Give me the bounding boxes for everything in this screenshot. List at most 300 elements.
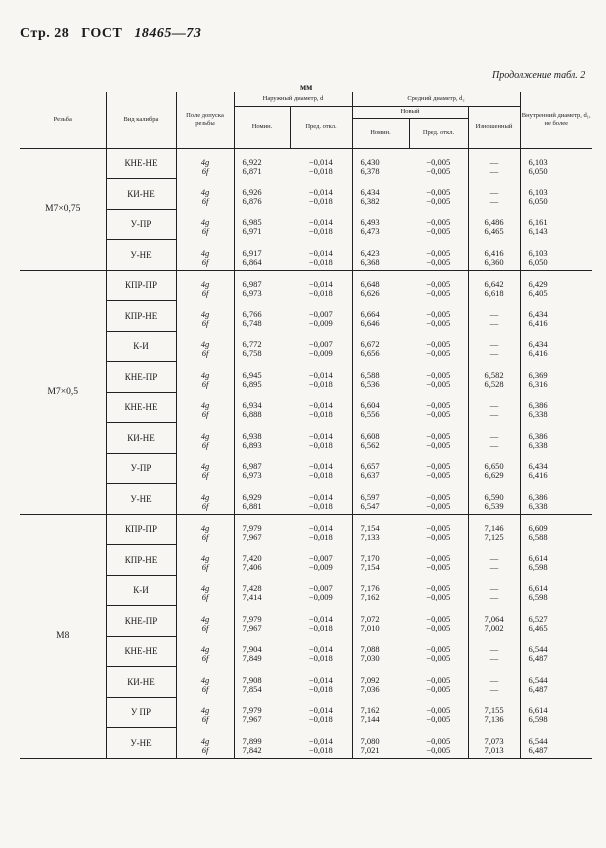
cell-value: 6,895 <box>242 378 262 389</box>
cell-value: −0,005 <box>426 439 451 450</box>
cell-value: 6,657 <box>360 461 380 471</box>
inner-cell <box>520 514 592 545</box>
cell-value: −0,005 <box>426 531 451 542</box>
cell-value: 7,088 <box>360 644 380 654</box>
col-outer-diameter: Наружный диаметр, d <box>234 92 352 106</box>
outer-dev-cell <box>290 453 352 484</box>
table-row <box>20 545 592 576</box>
inner-cell <box>520 545 592 576</box>
continuation-label: Продолжение табл. 2 <box>492 70 586 81</box>
outer-dev-cell <box>290 636 352 667</box>
cell-value: −0,009 <box>308 317 333 328</box>
table-row <box>20 636 592 667</box>
cell-value: 6,143 <box>528 226 548 236</box>
pitch-nom-cell <box>352 728 409 759</box>
cell-value: 7,002 <box>484 622 504 633</box>
cell-value: 6,486 <box>484 217 504 227</box>
cell-value: −0,014 <box>308 400 333 410</box>
pitch-nom-cell <box>352 392 409 423</box>
cell-value: — <box>489 674 499 685</box>
cell-value: −0,005 <box>426 339 451 349</box>
cell-value: 7,967 <box>242 531 262 542</box>
cell-value: 6,588 <box>528 531 548 542</box>
cell-value: 6,382 <box>360 195 380 206</box>
cell-value: 7,904 <box>242 644 262 654</box>
gauge-type-cell: КИ-НЕ <box>106 179 176 210</box>
cell-value: 6,871 <box>242 165 262 176</box>
cell-value: — <box>489 552 499 563</box>
cell-value: 7,154 <box>360 522 380 533</box>
outer-nom-cell <box>234 179 290 210</box>
table-row <box>20 362 592 393</box>
outer-nom-cell <box>234 728 290 759</box>
cell-value: — <box>489 348 499 358</box>
thread-gauge-table <box>20 92 592 759</box>
cell-value: 6,493 <box>360 217 380 227</box>
standard-number: 18465—73 <box>134 26 202 41</box>
page-number: Стр. 28 <box>20 26 70 41</box>
cell-value: 6f <box>201 226 209 236</box>
cell-value: 4g <box>200 613 210 624</box>
worn-cell <box>468 240 520 271</box>
cell-value: 6,772 <box>242 339 262 349</box>
cell-value: 4g <box>200 308 210 319</box>
pitch-nom-cell <box>352 545 409 576</box>
cell-value: 6,646 <box>360 317 380 328</box>
cell-value: −0,005 <box>426 247 451 258</box>
cell-value: 6,416 <box>484 247 504 258</box>
cell-value: −0,005 <box>426 470 451 480</box>
cell-value: 7,899 <box>242 735 262 746</box>
cell-value: 7,021 <box>360 744 380 755</box>
cell-value: 6,368 <box>360 256 380 267</box>
cell-value: −0,005 <box>426 317 451 328</box>
inner-cell <box>520 362 592 393</box>
cell-value: 6,539 <box>484 500 504 511</box>
cell-value: 7,176 <box>360 583 380 593</box>
outer-nom-cell <box>234 575 290 606</box>
inner-cell <box>520 270 592 301</box>
outer-nom-cell <box>234 667 290 698</box>
cell-value: −0,005 <box>426 500 451 511</box>
cell-value: 7,908 <box>242 674 262 685</box>
cell-value: 6f <box>201 592 209 602</box>
cell-value: −0,005 <box>426 430 451 441</box>
inner-cell <box>520 484 592 515</box>
cell-value: 6,642 <box>484 278 504 289</box>
cell-value: 7,854 <box>242 683 262 694</box>
col-outer-dev: Пред. откл. <box>290 106 352 148</box>
cell-value: 6,473 <box>360 226 380 236</box>
cell-value: 6,338 <box>528 439 548 450</box>
cell-value: 6,416 <box>528 470 548 480</box>
cell-value: 6,876 <box>242 195 262 206</box>
gauge-type-cell: КПР-НЕ <box>106 545 176 576</box>
cell-value: −0,005 <box>426 622 451 633</box>
worn-cell <box>468 331 520 362</box>
cell-value: 6,604 <box>360 400 380 410</box>
cell-value: — <box>489 592 499 602</box>
cell-value: 6,664 <box>360 308 380 319</box>
pitch-dev-cell <box>409 392 468 423</box>
cell-value: −0,005 <box>426 705 451 715</box>
cell-value: 6,934 <box>242 400 262 410</box>
outer-dev-cell <box>290 392 352 423</box>
cell-value: −0,005 <box>426 287 451 298</box>
outer-dev-cell <box>290 362 352 393</box>
col-tolerance: Поле допуска резьбы <box>176 92 234 148</box>
cell-value: — <box>489 165 499 176</box>
outer-dev-cell <box>290 148 352 179</box>
cell-value: 7,144 <box>360 714 380 724</box>
cell-value: 6,544 <box>528 644 548 654</box>
cell-value: 6,971 <box>242 226 262 236</box>
cell-value: 6,050 <box>528 256 548 267</box>
pitch-nom-cell <box>352 667 409 698</box>
cell-value: −0,014 <box>308 186 333 197</box>
table-row <box>20 209 592 240</box>
cell-value: 7,170 <box>360 552 380 563</box>
col-worn: Изношенный <box>468 106 520 148</box>
cell-value: 7,125 <box>484 531 504 542</box>
cell-value: 6,465 <box>484 226 504 236</box>
cell-value: 6,608 <box>360 430 380 441</box>
gauge-type-cell: КНЕ-НЕ <box>106 148 176 179</box>
cell-value: −0,018 <box>308 378 333 389</box>
worn-cell <box>468 270 520 301</box>
worn-cell <box>468 667 520 698</box>
cell-value: −0,005 <box>426 714 451 724</box>
tolerance-cell <box>176 514 234 545</box>
cell-value: — <box>489 583 499 593</box>
cell-value: 6,598 <box>528 592 548 602</box>
cell-value: 6f <box>201 500 209 511</box>
pitch-nom-cell <box>352 606 409 637</box>
cell-value: 6,378 <box>360 165 380 176</box>
worn-cell <box>468 545 520 576</box>
outer-nom-cell <box>234 606 290 637</box>
tolerance-cell <box>176 392 234 423</box>
cell-value: −0,014 <box>308 247 333 258</box>
tolerance-cell <box>176 453 234 484</box>
cell-value: 7,428 <box>242 583 262 593</box>
table-row <box>20 423 592 454</box>
pitch-dev-cell <box>409 575 468 606</box>
cell-value: 7,849 <box>242 653 262 663</box>
cell-value: 4g <box>200 247 210 258</box>
cell-value: −0,005 <box>426 256 451 267</box>
col-pitch-diameter: Средний диаметр, d₂ <box>352 92 520 106</box>
pitch-nom-cell <box>352 148 409 179</box>
cell-value: 7,133 <box>360 531 380 542</box>
cell-value: 6,614 <box>528 552 548 563</box>
cell-value: 7,013 <box>484 744 504 755</box>
gauge-type-cell: КПР-ПР <box>106 270 176 301</box>
cell-value: −0,014 <box>308 430 333 441</box>
cell-value: 6,588 <box>360 369 380 380</box>
cell-value: 6,562 <box>360 439 380 450</box>
gauge-type-cell: КПР-ПР <box>106 514 176 545</box>
pitch-nom-cell <box>352 453 409 484</box>
tolerance-cell <box>176 575 234 606</box>
cell-value: 6,648 <box>360 278 380 289</box>
pitch-nom-cell <box>352 423 409 454</box>
inner-cell <box>520 575 592 606</box>
cell-value: −0,018 <box>308 439 333 450</box>
worn-cell <box>468 392 520 423</box>
cell-value: −0,014 <box>308 522 333 533</box>
pitch-dev-cell <box>409 484 468 515</box>
tolerance-cell <box>176 484 234 515</box>
gauge-type-cell: У-НЕ <box>106 240 176 271</box>
cell-value: −0,014 <box>308 705 333 715</box>
cell-value: 6,637 <box>360 470 380 480</box>
cell-value: 7,036 <box>360 683 380 694</box>
cell-value: 7,979 <box>242 522 262 533</box>
tolerance-cell <box>176 636 234 667</box>
cell-value: 6,987 <box>242 278 262 289</box>
worn-cell <box>468 606 520 637</box>
tolerance-cell <box>176 331 234 362</box>
worn-cell <box>468 575 520 606</box>
worn-cell <box>468 209 520 240</box>
cell-value: −0,005 <box>426 369 451 380</box>
cell-value: 4g <box>200 674 210 685</box>
cell-value: −0,014 <box>308 735 333 746</box>
cell-value: 6,938 <box>242 430 262 441</box>
cell-value: 6,416 <box>528 317 548 328</box>
table-row <box>20 179 592 210</box>
tolerance-cell <box>176 270 234 301</box>
cell-value: 6,556 <box>360 409 380 419</box>
pitch-dev-cell <box>409 453 468 484</box>
cell-value: 6,598 <box>528 714 548 724</box>
tolerance-cell <box>176 179 234 210</box>
cell-value: −0,018 <box>308 714 333 724</box>
cell-value: 6,434 <box>528 339 548 349</box>
outer-dev-cell <box>290 331 352 362</box>
worn-cell <box>468 148 520 179</box>
table-row <box>20 270 592 301</box>
outer-nom-cell <box>234 148 290 179</box>
cell-value: −0,005 <box>426 409 451 419</box>
cell-value: 6,430 <box>360 156 380 167</box>
cell-value: 6,338 <box>528 409 548 419</box>
cell-value: 6,487 <box>528 683 548 694</box>
outer-nom-cell <box>234 392 290 423</box>
inner-cell <box>520 301 592 332</box>
cell-value: 6,528 <box>484 378 504 389</box>
outer-nom-cell <box>234 362 290 393</box>
gauge-type-cell: КИ-НЕ <box>106 667 176 698</box>
cell-value: 6,922 <box>242 156 262 167</box>
table-row <box>20 240 592 271</box>
cell-value: 7,072 <box>360 613 380 624</box>
cell-value: −0,018 <box>308 256 333 267</box>
thread-cell: М7×0,5 <box>20 270 106 514</box>
pitch-dev-cell <box>409 423 468 454</box>
pitch-dev-cell <box>409 179 468 210</box>
cell-value: 7,136 <box>484 714 504 724</box>
pitch-nom-cell <box>352 514 409 545</box>
cell-value: −0,014 <box>308 217 333 227</box>
gauge-type-cell: У-НЕ <box>106 484 176 515</box>
cell-value: 7,010 <box>360 622 380 633</box>
gauge-type-cell: КИ-НЕ <box>106 423 176 454</box>
cell-value: 6,386 <box>528 400 548 410</box>
outer-nom-cell <box>234 240 290 271</box>
cell-value: 6,050 <box>528 165 548 176</box>
cell-value: 6,748 <box>242 317 262 328</box>
cell-value: 6,893 <box>242 439 262 450</box>
cell-value: 6f <box>201 439 209 450</box>
cell-value: −0,005 <box>426 674 451 685</box>
cell-value: 6,945 <box>242 369 262 380</box>
cell-value: −0,005 <box>426 217 451 227</box>
cell-value: −0,005 <box>426 491 451 502</box>
cell-value: 6,429 <box>528 278 548 289</box>
cell-value: 4g <box>200 735 210 746</box>
outer-dev-cell <box>290 575 352 606</box>
col-thread: Резьба <box>20 92 106 148</box>
cell-value: −0,018 <box>308 683 333 694</box>
cell-value: 4g <box>200 156 210 167</box>
cell-value: −0,005 <box>426 226 451 236</box>
cell-value: 6,103 <box>528 156 548 167</box>
gauge-type-cell: КНЕ-ПР <box>106 362 176 393</box>
cell-value: 6,423 <box>360 247 380 258</box>
cell-value: −0,005 <box>426 348 451 358</box>
worn-cell <box>468 514 520 545</box>
cell-value: −0,018 <box>308 195 333 206</box>
outer-dev-cell <box>290 179 352 210</box>
cell-value: 6,973 <box>242 470 262 480</box>
inner-cell <box>520 636 592 667</box>
pitch-dev-cell <box>409 148 468 179</box>
col-new: Новый <box>352 106 468 118</box>
cell-value: −0,005 <box>426 613 451 624</box>
cell-value: −0,005 <box>426 522 451 533</box>
cell-value: 6,527 <box>528 613 548 624</box>
pitch-nom-cell <box>352 575 409 606</box>
cell-value: — <box>489 195 499 206</box>
outer-nom-cell <box>234 423 290 454</box>
cell-value: −0,005 <box>426 378 451 389</box>
pitch-dev-cell <box>409 209 468 240</box>
tolerance-cell <box>176 606 234 637</box>
cell-value: — <box>489 439 499 450</box>
pitch-dev-cell <box>409 240 468 271</box>
outer-dev-cell <box>290 728 352 759</box>
table-row <box>20 575 592 606</box>
table-row <box>20 697 592 728</box>
cell-value: 6,987 <box>242 461 262 471</box>
cell-value: −0,005 <box>426 461 451 471</box>
worn-cell <box>468 728 520 759</box>
cell-value: 7,154 <box>360 561 380 572</box>
inner-cell <box>520 179 592 210</box>
pitch-nom-cell <box>352 301 409 332</box>
tolerance-cell <box>176 148 234 179</box>
page-header <box>20 26 201 42</box>
inner-cell <box>520 728 592 759</box>
cell-value: 6,338 <box>528 500 548 511</box>
cell-value: 6f <box>201 744 209 755</box>
cell-value: 6f <box>201 317 209 328</box>
table-row <box>20 392 592 423</box>
cell-value: 6,405 <box>528 287 548 298</box>
worn-cell <box>468 636 520 667</box>
pitch-dev-cell <box>409 362 468 393</box>
outer-nom-cell <box>234 697 290 728</box>
cell-value: 7,967 <box>242 714 262 724</box>
cell-value: 6,386 <box>528 491 548 502</box>
cell-value: −0,005 <box>426 744 451 755</box>
pitch-dev-cell <box>409 636 468 667</box>
cell-value: 7,162 <box>360 705 380 715</box>
cell-value: −0,014 <box>308 461 333 471</box>
col-outer-nom: Номин. <box>234 106 290 148</box>
gauge-type-cell: КНЕ-НЕ <box>106 392 176 423</box>
cell-value: 4g <box>200 583 210 593</box>
inner-cell <box>520 240 592 271</box>
pitch-nom-cell <box>352 209 409 240</box>
cell-value: 6f <box>201 653 209 663</box>
cell-value: 6f <box>201 287 209 298</box>
cell-value: −0,007 <box>308 339 333 349</box>
pitch-dev-cell <box>409 545 468 576</box>
inner-cell <box>520 392 592 423</box>
cell-value: −0,014 <box>308 156 333 167</box>
cell-value: −0,018 <box>308 744 333 755</box>
cell-value: −0,014 <box>308 278 333 289</box>
table-row <box>20 728 592 759</box>
units-label: мм <box>300 82 313 92</box>
cell-value: 6,465 <box>528 622 548 633</box>
cell-value: 7,842 <box>242 744 262 755</box>
outer-dev-cell <box>290 606 352 637</box>
cell-value: −0,018 <box>308 226 333 236</box>
cell-value: 4g <box>200 705 210 715</box>
cell-value: −0,005 <box>426 278 451 289</box>
cell-value: 6,973 <box>242 287 262 298</box>
pitch-dev-cell <box>409 667 468 698</box>
worn-cell <box>468 301 520 332</box>
outer-dev-cell <box>290 423 352 454</box>
worn-cell <box>468 362 520 393</box>
cell-value: 6,985 <box>242 217 262 227</box>
cell-value: 4g <box>200 400 210 410</box>
cell-value: 6,360 <box>484 256 504 267</box>
cell-value: −0,014 <box>308 674 333 685</box>
cell-value: 6,369 <box>528 369 548 380</box>
outer-nom-cell <box>234 453 290 484</box>
cell-value: 7,146 <box>484 522 504 533</box>
cell-value: −0,018 <box>308 653 333 663</box>
cell-value: −0,009 <box>308 561 333 572</box>
cell-value: — <box>489 561 499 572</box>
gauge-type-cell: У-ПР <box>106 209 176 240</box>
outer-dev-cell <box>290 484 352 515</box>
outer-nom-cell <box>234 545 290 576</box>
cell-value: 6,536 <box>360 378 380 389</box>
cell-value: −0,014 <box>308 369 333 380</box>
cell-value: 4g <box>200 369 210 380</box>
cell-value: 6,590 <box>484 491 504 502</box>
cell-value: −0,018 <box>308 531 333 542</box>
cell-value: 6,434 <box>360 186 380 197</box>
gauge-type-cell: КНЕ-ПР <box>106 606 176 637</box>
